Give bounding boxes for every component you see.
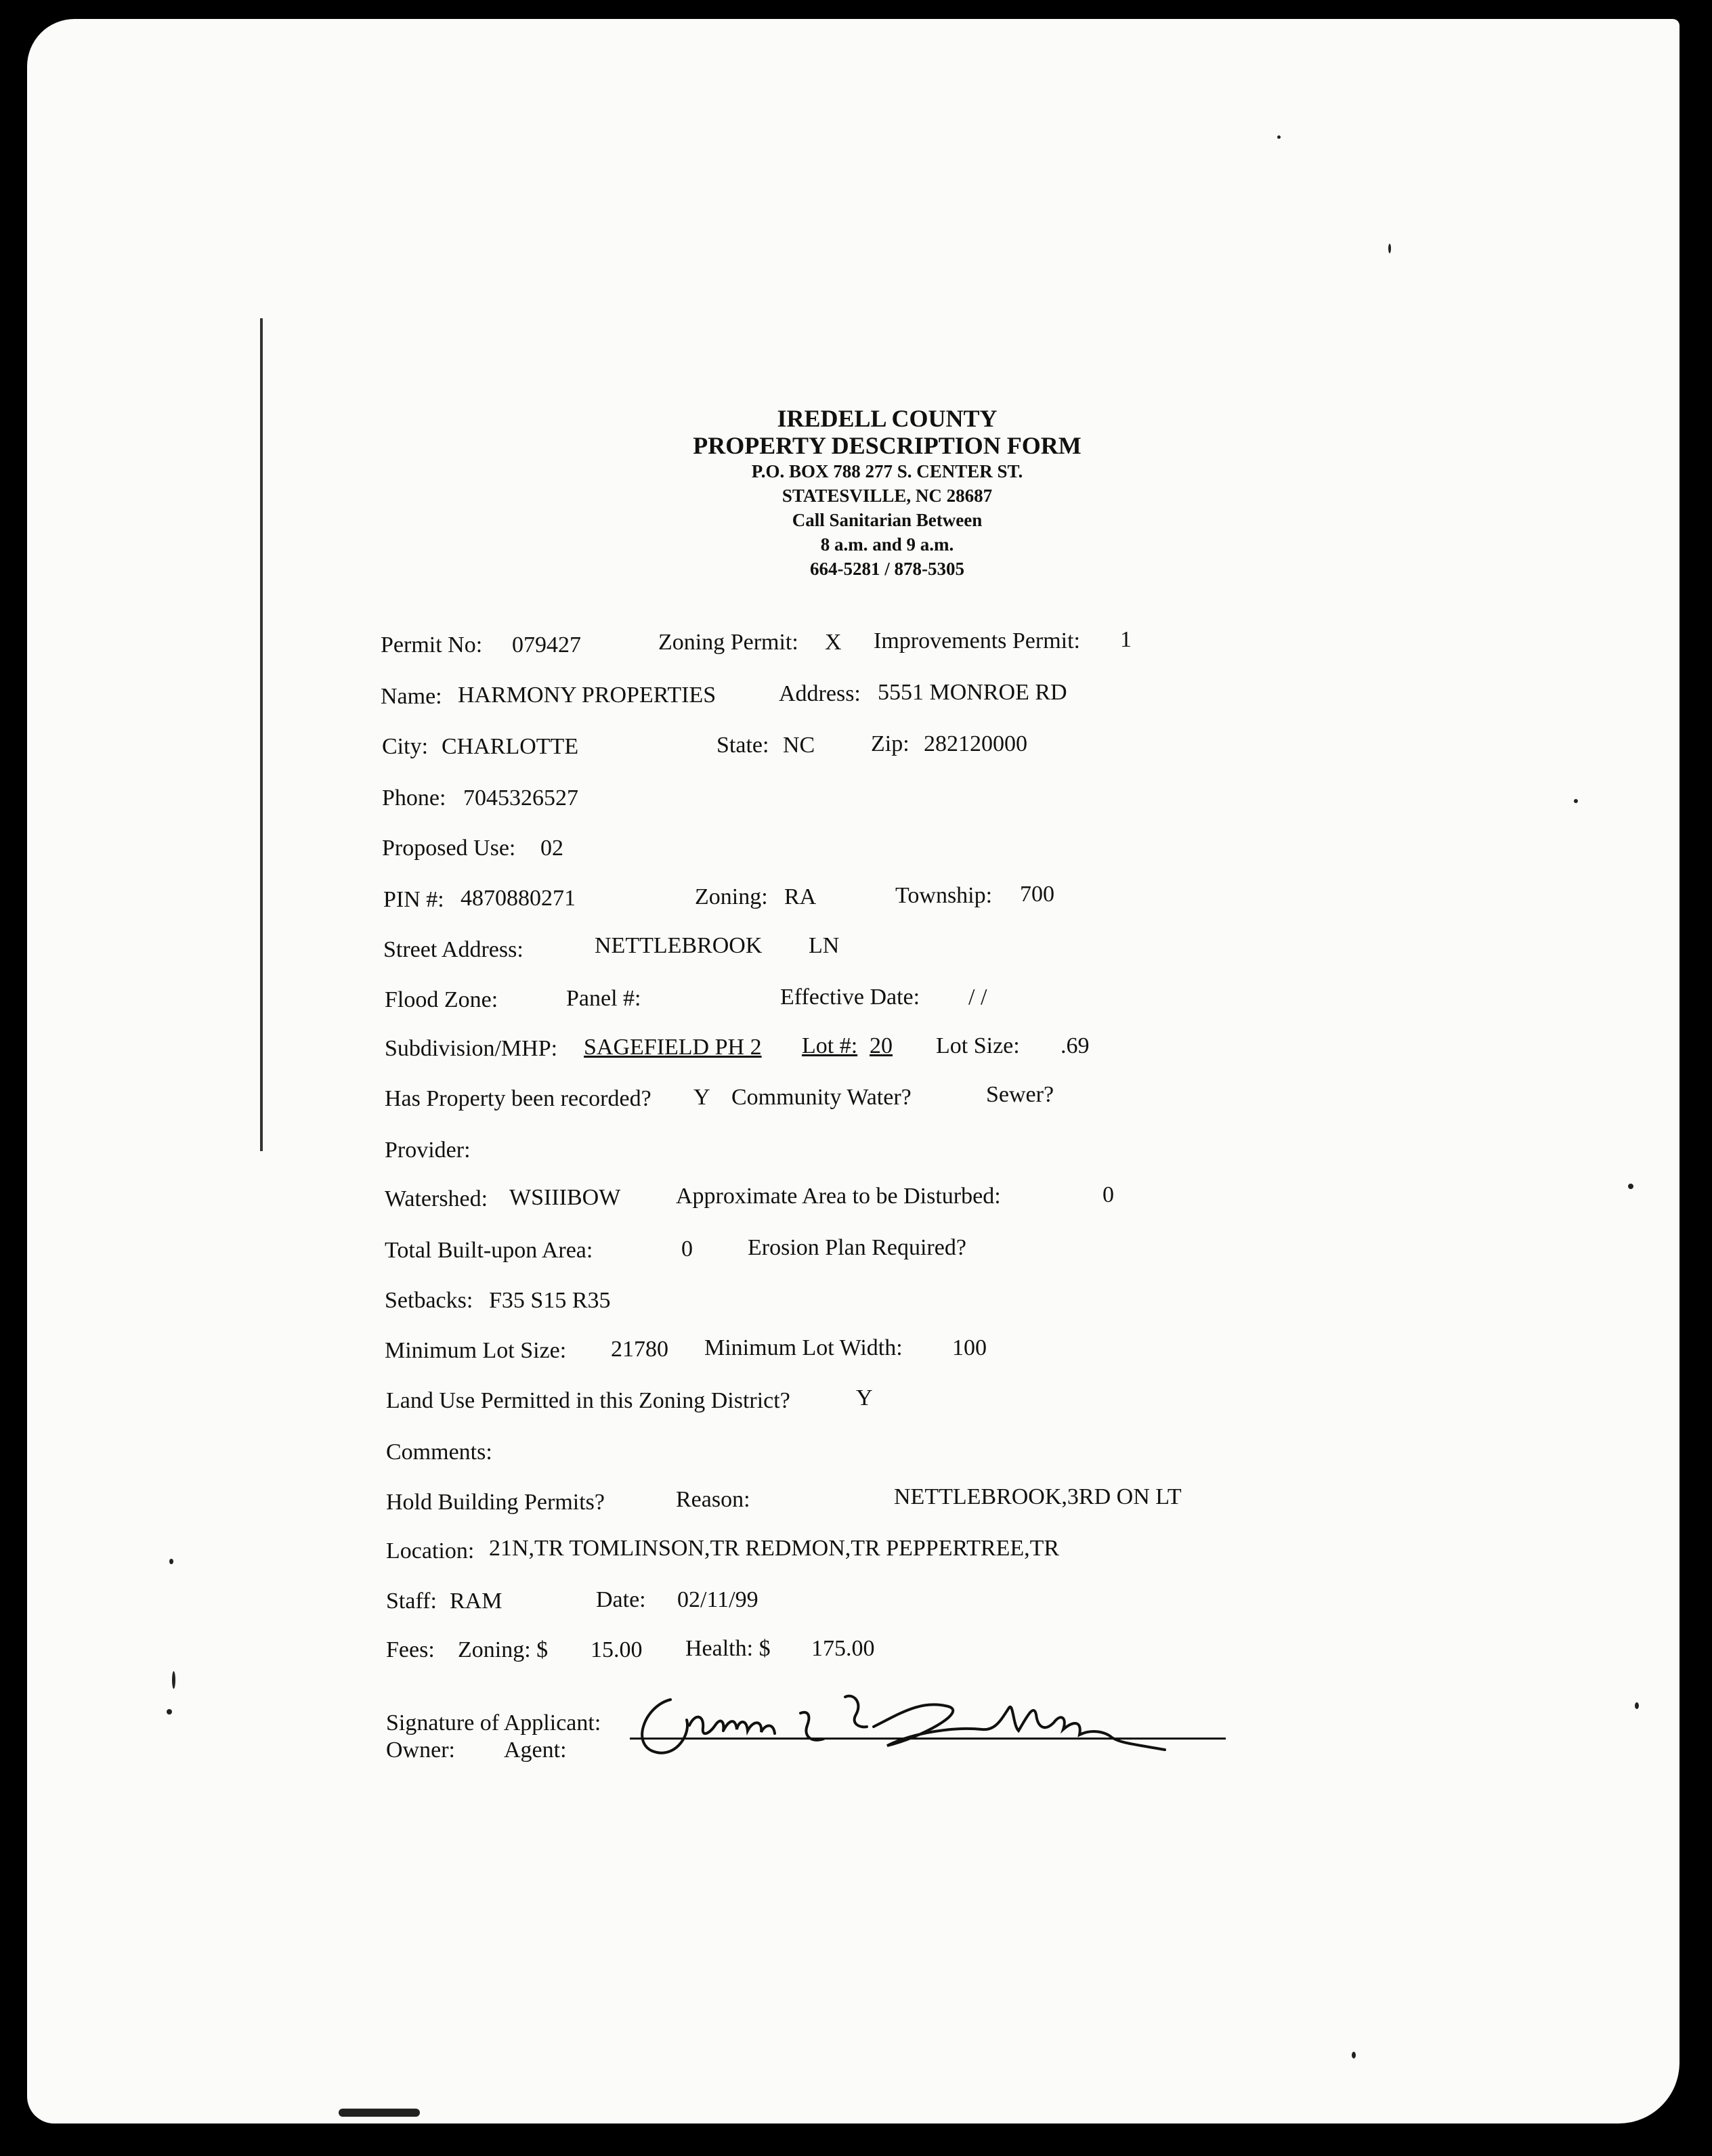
min-lot-width-value: 100 — [952, 1335, 987, 1360]
proposed-use-label: Proposed Use: — [382, 836, 516, 861]
health-fee-value: 175.00 — [811, 1636, 875, 1661]
street-address-label: Street Address: — [383, 937, 523, 962]
scan-speck — [1574, 799, 1578, 803]
state-value: NC — [783, 733, 815, 758]
watershed-value: WSIIIBOW — [509, 1185, 621, 1210]
reason-value: NETTLEBROOK,3RD ON LT — [894, 1484, 1182, 1509]
pin-label: PIN #: — [383, 887, 444, 912]
sewer-label: Sewer? — [986, 1082, 1054, 1107]
proposed-use-value: 02 — [540, 836, 563, 861]
area-disturbed-value: 0 — [1103, 1182, 1114, 1207]
form-title: PROPERTY DESCRIPTION FORM — [693, 432, 1082, 459]
effective-date-value: / / — [968, 985, 987, 1010]
setbacks-label: Setbacks: — [385, 1288, 473, 1313]
hours-line: 8 a.m. and 9 a.m. — [820, 534, 954, 555]
min-lot-size-label: Minimum Lot Size: — [385, 1338, 567, 1363]
name-label: Name: — [381, 684, 442, 709]
city-value: CHARLOTTE — [442, 734, 579, 759]
built-upon-label: Total Built-upon Area: — [385, 1238, 593, 1263]
phone-line: 664-5281 / 878-5305 — [810, 559, 964, 579]
subdivision-label: Subdivision/MHP: — [385, 1036, 558, 1061]
county-title: IREDELL COUNTY — [777, 405, 998, 432]
phone-value: 7045326527 — [463, 785, 578, 811]
owner-label: Owner: — [386, 1738, 455, 1763]
fees-label: Fees: — [386, 1637, 435, 1662]
state-label: State: — [716, 733, 769, 758]
land-use-label: Land Use Permitted in this Zoning District? — [386, 1388, 790, 1413]
reason-label: Reason: — [676, 1487, 750, 1512]
signature-label: Signature of Applicant: — [386, 1710, 601, 1735]
name-value: HARMONY PROPERTIES — [458, 683, 716, 708]
permit-no-value: 079427 — [512, 632, 581, 657]
township-value: 700 — [1020, 882, 1054, 907]
form-page — [27, 19, 1679, 2123]
pin-value: 4870880271 — [461, 886, 576, 911]
street-type-value: LN — [809, 933, 840, 958]
zip-label: Zip: — [871, 731, 909, 756]
township-label: Township: — [895, 883, 993, 908]
scan-speck — [1635, 1702, 1639, 1709]
staff-label: Staff: — [386, 1589, 437, 1614]
date-value: 02/11/99 — [677, 1587, 758, 1612]
scan-speck — [339, 2109, 420, 2117]
min-lot-size-value: 21780 — [611, 1337, 668, 1362]
effective-date-label: Effective Date: — [780, 985, 920, 1010]
improvements-permit-label: Improvements Permit: — [874, 628, 1081, 653]
lot-number-value: 20 — [870, 1033, 893, 1058]
form-header — [596, 405, 1178, 581]
date-label: Date: — [596, 1587, 646, 1612]
setbacks-value: F35 S15 R35 — [489, 1288, 611, 1313]
city-line: STATESVILLE, NC 28687 — [782, 486, 993, 506]
subdivision-value: SAGEFIELD PH 2 — [584, 1035, 762, 1060]
call-line: Call Sanitarian Between — [792, 510, 983, 530]
street-name-value: NETTLEBROOK — [595, 933, 763, 958]
zoning-permit-label: Zoning Permit: — [658, 630, 798, 655]
scan-speck — [169, 1559, 173, 1564]
staff-value: RAM — [450, 1589, 502, 1614]
zip-value: 282120000 — [924, 731, 1027, 756]
margin-rule — [260, 318, 263, 1151]
provider-label: Provider: — [385, 1138, 471, 1163]
scan-speck — [1277, 135, 1281, 139]
area-disturbed-label: Approximate Area to be Disturbed: — [676, 1184, 1001, 1209]
lot-number-label: Lot #: — [802, 1033, 858, 1058]
agent-label: Agent: — [504, 1738, 567, 1763]
land-use-value: Y — [856, 1385, 873, 1410]
zoning-permit-value: X — [825, 630, 842, 655]
flood-zone-label: Flood Zone: — [385, 987, 498, 1012]
permit-no-label: Permit No: — [381, 632, 483, 657]
mailing-address: P.O. BOX 788 277 S. CENTER ST. — [751, 461, 1023, 481]
erosion-plan-label: Erosion Plan Required? — [748, 1235, 966, 1260]
applicant-signature — [630, 1673, 1172, 1767]
recorded-value: Y — [693, 1085, 710, 1110]
min-lot-width-label: Minimum Lot Width: — [704, 1335, 903, 1360]
lot-size-label: Lot Size: — [936, 1033, 1020, 1058]
scan-speck — [172, 1671, 175, 1689]
location-value: 21N,TR TOMLINSON,TR REDMON,TR PEPPERTREE,TR — [489, 1536, 1060, 1561]
community-water-label: Community Water? — [731, 1085, 912, 1110]
address-label: Address: — [779, 681, 861, 706]
scan-speck — [1352, 2052, 1356, 2058]
improvements-permit-value: 1 — [1120, 627, 1132, 652]
zoning-fee-value: 15.00 — [591, 1637, 643, 1662]
scan-speck — [1388, 244, 1391, 253]
watershed-label: Watershed: — [385, 1186, 488, 1211]
city-label: City: — [382, 734, 429, 759]
zoning-fee-label: Zoning: $ — [458, 1637, 549, 1662]
zoning-label: Zoning: — [695, 884, 768, 909]
recorded-label: Has Property been recorded? — [385, 1086, 651, 1111]
location-label: Location: — [386, 1538, 475, 1564]
comments-label: Comments: — [386, 1440, 492, 1465]
address-value: 5551 MONROE RD — [878, 680, 1067, 705]
scan-speck — [1628, 1184, 1633, 1189]
lot-size-value: .69 — [1061, 1033, 1090, 1058]
built-upon-value: 0 — [681, 1236, 693, 1262]
phone-label: Phone: — [382, 785, 446, 811]
panel-label: Panel #: — [566, 986, 641, 1011]
scan-speck — [167, 1709, 172, 1715]
health-fee-label: Health: $ — [685, 1636, 771, 1661]
hold-permits-label: Hold Building Permits? — [386, 1490, 605, 1515]
zoning-value: RA — [784, 884, 817, 909]
